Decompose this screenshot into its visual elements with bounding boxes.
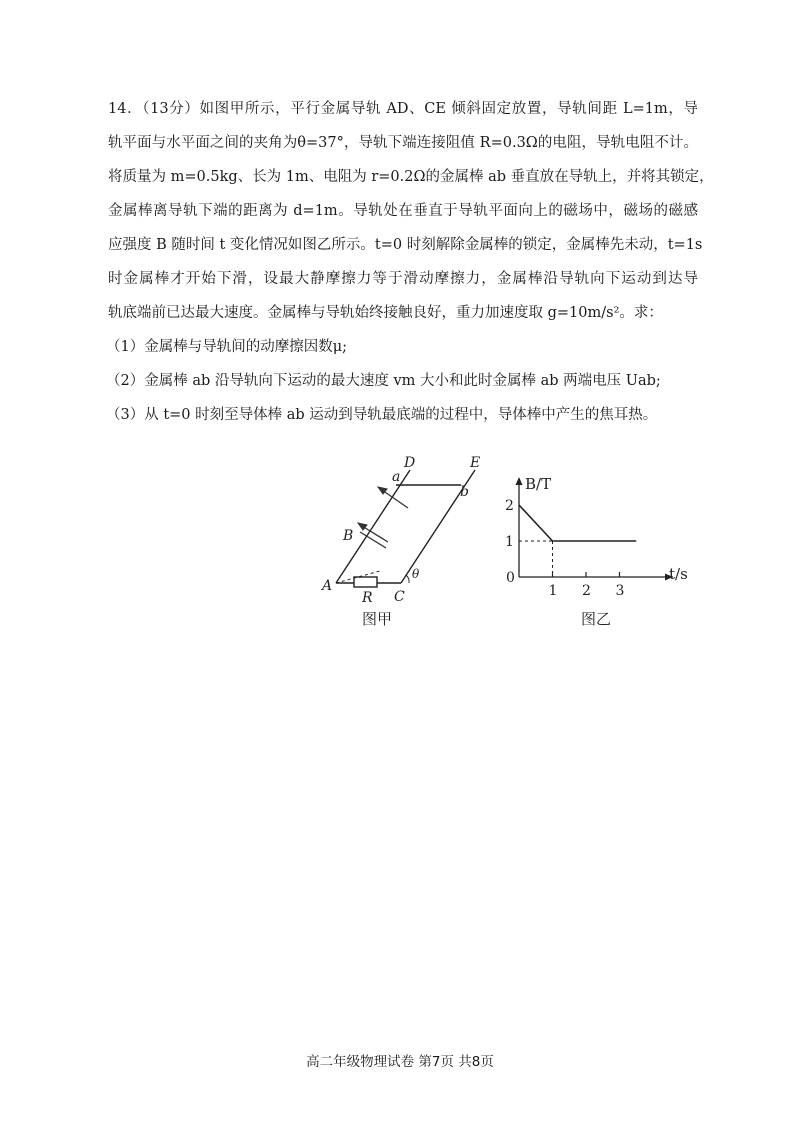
- label-E: E: [470, 455, 480, 471]
- page-footer: 高二年级物理试卷 第7页 共8页: [306, 1054, 494, 1070]
- label-theta: θ: [412, 567, 420, 581]
- x-tick-label: 2: [582, 583, 591, 599]
- x-tick-label: 1: [548, 583, 558, 599]
- problem-line: 应强度 B 随时间 t 变化情况如图乙所示。t=0 时刻解除金属棒的锁定，金属棒先未动，t=1s: [108, 237, 703, 253]
- field-arrow-1: [362, 526, 388, 542]
- label-D: D: [404, 455, 416, 471]
- problem-line: 时金属棒才开始下滑，设最大静摩擦力等于滑动摩擦力，金属棒沿导轨向下运动到达导: [108, 271, 698, 287]
- angle-arc: [406, 575, 409, 583]
- x-tick-label: 3: [615, 583, 625, 599]
- label-B: B: [343, 528, 354, 544]
- rail-AD: [336, 470, 410, 583]
- caption-jia: 图甲: [362, 610, 393, 628]
- problem-14: [106, 98, 714, 438]
- question-3: （3）从 t=0 时刻至导体棒 ab 运动到导轨最底端的过程中，导体棒中产生的焦耳热。: [106, 407, 658, 423]
- question-2: （2）金属棒 ab 沿导轨向下运动的最大速度 vm 大小和此时金属棒 ab 两端电压 Uab;: [106, 373, 661, 389]
- problem-line: 将质量为 m=0.5kg、长为 1m、电阻为 r=0.2Ω的金属棒 ab 垂直放在导轨上，并将其锁定，: [108, 169, 714, 185]
- figure-yi-chart: [495, 465, 695, 630]
- x-axis-label: t/s: [669, 565, 688, 583]
- problem-line: 14．（13分）如图甲所示，平行金属导轨 AD、CE 倾斜固定放置，导轨间距 L=1m，导: [108, 101, 698, 117]
- problem-line: 轨底端前已达最大速度。金属棒与导轨始终接触良好，重力加速度取 g=10m/s²。求：: [108, 305, 663, 321]
- y-tick-label: 1: [505, 534, 514, 550]
- label-b: b: [460, 484, 469, 500]
- y-axis-label: B/T: [525, 475, 552, 493]
- question-1: （1）金属棒与导轨间的动摩擦因数μ;: [106, 339, 348, 355]
- label-C: C: [394, 589, 405, 605]
- y-axis-arrow: [516, 477, 523, 485]
- problem-line: 轨平面与水平面之间的夹角为θ=37°，导轨下端连接阻值 R=0.3Ω的电阻，导轨电阻不计。: [108, 135, 698, 151]
- figure-jia: [310, 450, 480, 630]
- b-t-series-line: [519, 505, 636, 541]
- label-R: R: [362, 590, 373, 606]
- label-A: A: [322, 578, 333, 594]
- origin-label: 0: [506, 570, 515, 586]
- problem-line: 金属棒离导轨下端的距离为 d=1m。导轨处在垂直于导轨平面向上的磁场中，磁场的磁感: [108, 203, 698, 219]
- label-a: a: [392, 469, 401, 485]
- caption-yi: 图乙: [581, 610, 612, 628]
- y-tick-label: 2: [505, 498, 514, 514]
- resistor-R: [354, 577, 377, 587]
